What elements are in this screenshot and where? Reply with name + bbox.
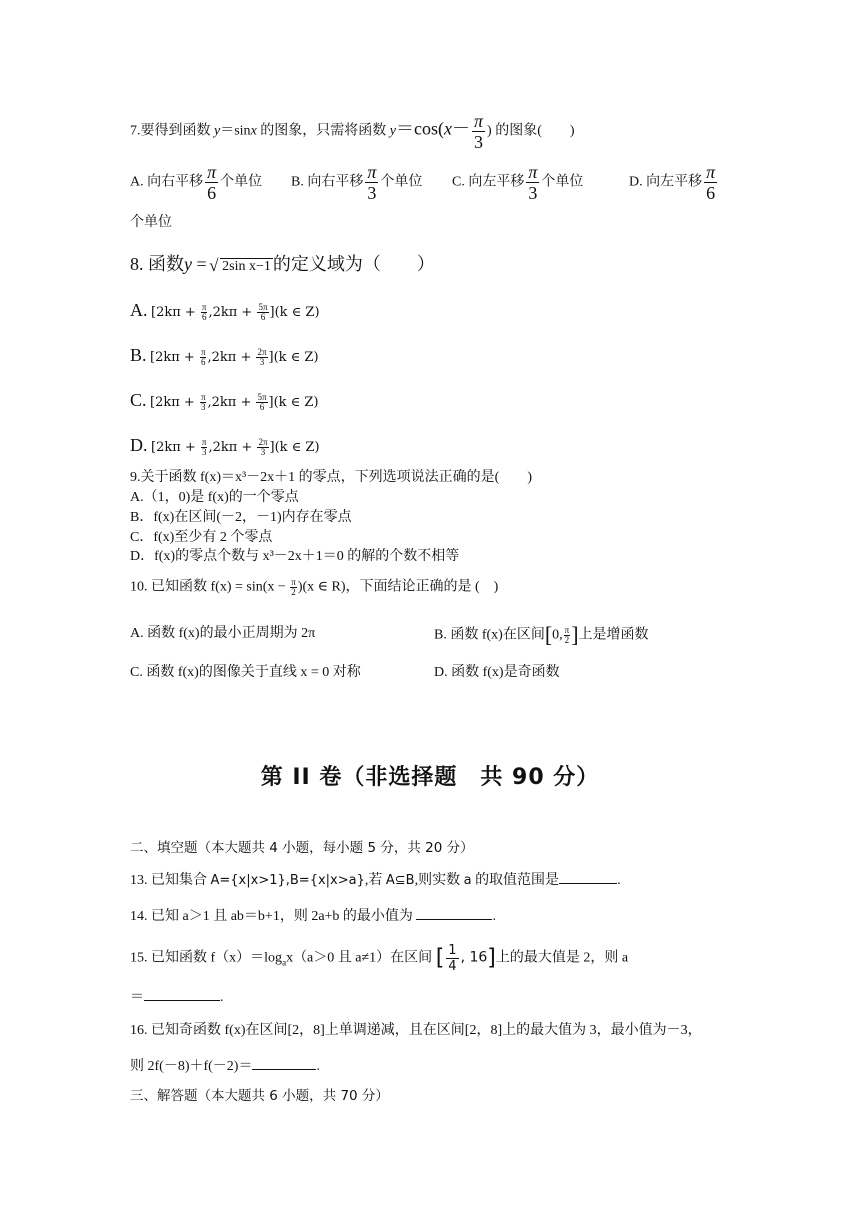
q7-frac-den: 3 (474, 132, 484, 152)
q7-opt-b-tail: 个单位 (380, 174, 423, 190)
q10-option-b (434, 622, 649, 648)
q13-end: . (617, 873, 621, 888)
q10-frac-num: π (291, 577, 296, 587)
q15 (130, 944, 628, 973)
q16-answer-blank[interactable] (252, 1057, 316, 1070)
q8-opt-c-f2d: 6 (259, 402, 265, 413)
q7-opt-b-label: B. 向右平移 (291, 174, 364, 190)
q8-opt-a-pre: [2kπ + (151, 305, 200, 320)
q7-opt-b-num: π (367, 162, 377, 182)
q13-text-1: 13. 已知集合 (130, 873, 211, 888)
q8-stem (130, 254, 435, 276)
q8-opt-d-f2d: 3 (260, 447, 266, 458)
q16-text: 则 2f(－8)＋f(－2)＝ (130, 1059, 253, 1074)
q9-stem: 9.关于函数 f(x)＝x³－2x＋1 的零点，下列选项说法正确的是( ) (130, 470, 533, 485)
q7-var-y2: y (389, 123, 396, 139)
q8-opt-a-post: ](k ∈ Z) (269, 305, 320, 320)
solve-section-header: 三、解答题（本大题共 6 小题，共 70 分） (130, 1088, 389, 1104)
q8-opt-a-frac2 (257, 303, 268, 322)
q10-text-2: )(x ∈ R)，下面结论正确的是 ( ) (297, 579, 499, 595)
q7-var-x: x (250, 123, 257, 139)
q10-opt-b-frac (564, 626, 571, 645)
q9-option-c: C．f(x)至少有 2 个零点 (130, 530, 273, 545)
q10-opt-b-num: π (564, 624, 570, 635)
q7-stem (130, 112, 575, 151)
q8-opt-b-mid: ,2kπ + (207, 350, 256, 365)
q16-line-1: 16. 已知奇函数 f(x)在区间[2，8]上单调递减，且在区间[2，8]上的最大值为 3，最小值为－3， (130, 1023, 702, 1038)
q8-opt-a-f2d: 6 (260, 312, 266, 323)
q8-opt-d-frac2 (257, 438, 268, 457)
q7-opt-a-tail: 个单位 (220, 174, 263, 190)
q8-opt-c-f1d: 3 (200, 402, 206, 413)
q8-opt-c-mid: ,2kπ + (207, 395, 256, 410)
q7-option-c (452, 163, 583, 202)
q8-opt-b-frac2 (256, 348, 267, 367)
q8-opt-b-pre: [2kπ + (150, 350, 199, 365)
q8-text-1: 8. 函数 (130, 254, 184, 274)
q15-text-3: 上的最大值是 2，则 a (495, 950, 629, 966)
q7-opt-c-label: C. 向左平移 (452, 174, 525, 190)
q15-log-base: a (282, 957, 287, 968)
q9-option-d: D．f(x)的零点个数与 x³－2x＋1＝0 的解的个数不相等 (130, 549, 460, 564)
q8-option-b (130, 345, 319, 367)
q10-bracket-left: [ (544, 622, 553, 647)
q13-text-2: ,若 (364, 873, 386, 888)
q8-opt-b-label: B. (130, 345, 147, 365)
q8-opt-d-frac1 (201, 438, 208, 457)
q8-option-a (130, 300, 320, 322)
q8-opt-a-f2n: 5π (258, 302, 268, 313)
q10-option-c: C. 函数 f(x)的图像关于直线 x = 0 对称 (130, 665, 361, 680)
q9-option-b: B．f(x)在区间(－2，－1)内存在零点 (130, 510, 352, 525)
q8-opt-d-f2n: 2π (258, 437, 268, 448)
q7-option-b (291, 163, 422, 202)
q15-answer-blank[interactable] (144, 988, 220, 1001)
q10-opt-b-post: 上是增函数 (578, 627, 649, 643)
q7-opt-a-den: 6 (207, 183, 217, 203)
q8-opt-d-pre: [2kπ + (151, 440, 200, 455)
q8-radicand: 2sin x−1 (222, 259, 271, 274)
q14-answer-blank[interactable] (416, 907, 492, 920)
q15-frac-den: 4 (448, 959, 457, 974)
q7-option-a (130, 163, 262, 202)
q8-opt-d-f1n: π (201, 437, 207, 448)
q8-opt-c-frac2 (256, 393, 267, 412)
q10-opt-b-pre: B. 函数 f(x)在区间 (434, 627, 545, 643)
q7-opt-c-frac (526, 163, 539, 202)
q14 (130, 907, 496, 926)
q13-var-a: a (463, 873, 472, 888)
q7-opt-c-den: 3 (528, 183, 538, 203)
q7-opt-a-frac (205, 163, 218, 202)
q14-end: . (492, 909, 496, 924)
q7-opt-d-den: 6 (706, 183, 716, 203)
q16-end: . (316, 1059, 320, 1074)
q15-fraction (446, 944, 458, 973)
q8-opt-b-f1d: 6 (200, 357, 206, 368)
q8-opt-a-f1n: π (201, 302, 207, 313)
q15-equals: ＝ (130, 990, 144, 1005)
q8-var-y: y (184, 254, 192, 274)
q8-opt-a-f1d: 6 (201, 312, 207, 323)
q8-opt-a-frac1 (201, 303, 208, 322)
q7-opt-a-num: π (207, 162, 217, 182)
q7-wrap-text: 个单位 (130, 215, 172, 230)
q7-fraction (472, 112, 485, 151)
q15-bracket-right: ] (487, 945, 496, 971)
part-two-title: 第 II 卷（非选择题 共 90 分） (260, 765, 600, 790)
q7-opt-d-num: π (706, 162, 716, 182)
q8-opt-d-post: ](k ∈ Z) (269, 440, 320, 455)
q8-opt-b-f2d: 3 (259, 357, 265, 368)
q8-opt-b-frac1 (200, 348, 207, 367)
q8-opt-a-label: A. (130, 300, 148, 320)
q13-subset: A⊆B (385, 873, 415, 888)
q8-opt-c-post: ](k ∈ Z) (268, 395, 319, 410)
q7-opt-b-frac (365, 163, 378, 202)
q15-frac-num: 1 (448, 943, 457, 958)
q10-option-d: D. 函数 f(x)是奇函数 (434, 665, 560, 680)
q7-opt-c-num: π (528, 162, 538, 182)
q8-opt-c-f2n: 5π (257, 392, 267, 403)
q7-text-1: 7.要得到函数 (130, 123, 214, 139)
q8-opt-d-f1d: 3 (201, 447, 207, 458)
q14-text: 14. 已知 a＞1 且 ab＝b+1，则 2a+b 的最小值为 (130, 909, 417, 924)
q8-opt-a-mid: ,2kπ + (208, 305, 257, 320)
q7-eq-cos: ＝cos( (396, 118, 444, 139)
q10-stem (130, 578, 498, 597)
q8-opt-d-label: D. (130, 435, 148, 455)
q8-opt-b-f1n: π (200, 347, 206, 358)
q15-text-1: 15. 已知函数 f（x）＝log (130, 950, 283, 966)
q8-opt-b-f2n: 2π (257, 347, 267, 358)
q13-sets: A={x|x>1},B={x|x>a} (210, 873, 365, 888)
q7-opt-a-label: A. 向右平移 (130, 174, 204, 190)
q7-opt-c-tail: 个单位 (541, 174, 584, 190)
q7-frac-num: π (474, 111, 484, 131)
q7-eq-sin: ＝sin (220, 123, 251, 139)
q7-text-3: ) 的图象( ) (487, 123, 575, 139)
q8-eq: = (192, 254, 212, 274)
q15-text-2: x（a＞0 且 a≠1）在区间 (286, 950, 433, 966)
q10-fraction (290, 578, 297, 597)
q7-opt-d-label: D. 向左平移 (629, 174, 703, 190)
q7-opt-b-den: 3 (367, 183, 377, 203)
q8-opt-c-pre: [2kπ + (150, 395, 199, 410)
q8-opt-b-post: ](k ∈ Z) (268, 350, 319, 365)
q13 (130, 871, 621, 890)
q7-text-2: 的图象，只需将函数 (256, 123, 390, 139)
q13-text-3: ,则实数 (414, 873, 464, 888)
q15-bracket-left: [ (435, 945, 445, 971)
q10-frac-den: 2 (291, 587, 296, 597)
q7-minus: － (452, 118, 470, 139)
q8-option-c (130, 390, 319, 412)
q7-var-y: y (214, 123, 221, 139)
q8-opt-c-f1n: π (200, 392, 206, 403)
q8-text-2: 的定义域为（ ） (272, 254, 435, 274)
q8-option-d (130, 435, 320, 457)
q15-end: . (220, 990, 224, 1005)
q13-text-4: 的取值范围是 (471, 873, 560, 888)
q15-interval-end: , 16 (460, 949, 488, 966)
q7-var-x2: x (444, 118, 452, 139)
q10-text-1: 10. 已知函数 f(x) = sin(x − (130, 579, 290, 595)
q8-opt-c-frac1 (200, 393, 207, 412)
q10-option-a: A. 函数 f(x)的最小正周期为 2π (130, 626, 316, 641)
q15-line-2 (130, 988, 224, 1007)
fill-section-header: 二、填空题（本大题共 4 小题，每小题 5 分，共 20 分） (130, 840, 474, 856)
q13-answer-blank[interactable] (559, 871, 617, 884)
q10-bracket-right: ] (571, 622, 579, 647)
q7-opt-d-frac (704, 163, 717, 202)
q10-interval-start: 0, (552, 627, 563, 643)
q8-opt-c-label: C. (130, 390, 147, 410)
q8-opt-d-mid: ,2kπ + (208, 440, 257, 455)
q16-line-2 (130, 1057, 320, 1076)
q9-option-a: A.（1，0)是 f(x)的一个零点 (130, 490, 299, 505)
q10-opt-b-den: 2 (564, 634, 570, 645)
q8-sqrt (211, 259, 273, 276)
q7-option-d (629, 163, 719, 202)
